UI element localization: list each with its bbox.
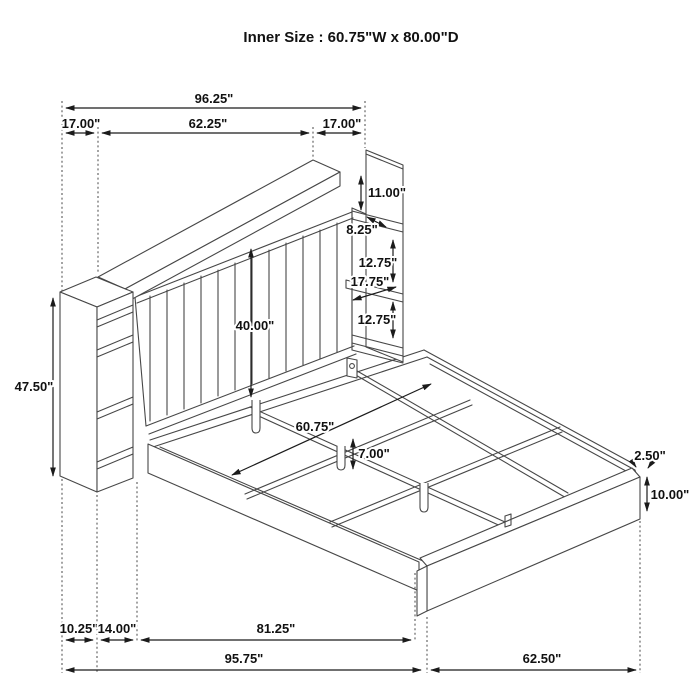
headboard-bridge [98,160,340,289]
dim-label-pier-front-offset: 10.25" [59,621,99,636]
dim-label-center-leg-height: 7.00" [358,446,390,461]
dim-label-inner-width: 60.75" [295,419,335,434]
dim-label-right-pier-width: 17.00" [322,116,362,131]
dim-label-frame-length: 81.25" [256,621,296,636]
bed-leg [420,483,428,512]
bed-leg [337,446,345,470]
dim-label-headboard-height: 40.00" [235,318,275,333]
dim-label-footboard-width: 62.50" [522,651,562,666]
dim-label-pier-height: 47.50" [14,379,54,394]
footboard [417,468,640,616]
dim-label-pier-top-gap: 11.00" [368,185,406,200]
dim-label-headboard-width: 62.25" [188,116,228,131]
bed-leg [252,400,260,433]
dim-label-shelf-depth: 8.25" [346,222,378,237]
extension-lines [59,101,640,673]
dim-label-overall-depth: 95.75" [224,651,264,666]
dim-label-pier-depth: 14.00" [97,621,137,636]
bed-frame [148,350,637,591]
dim-label-upper-shelf-height: 12.75" [358,255,398,270]
dim-label-overall-width: 96.25" [194,91,234,106]
diagram-title: Inner Size : 60.75"W x 80.00"D [243,29,459,46]
dim-label-left-pier-width: 17.00" [61,116,101,131]
left-pier [60,277,133,492]
dim-label-rail-lip: 2.50" [634,448,666,463]
dim-label-middle-shelf-depth: 17.75" [350,274,390,289]
dim-label-lower-shelf-height: 12.75" [357,312,397,327]
dim-label-rail-height: 10.00" [650,487,690,502]
